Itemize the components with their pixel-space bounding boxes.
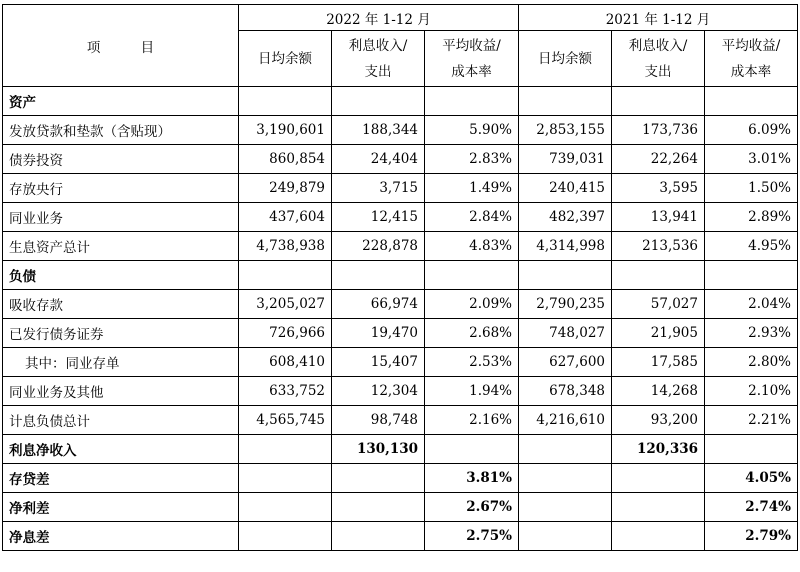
table-cell: 21,905 (612, 319, 705, 348)
row-label: 利息净收入 (3, 435, 239, 464)
table-cell: 3.81% (425, 464, 519, 493)
table-cell: 2.84% (425, 203, 519, 232)
table-cell: 3,715 (332, 174, 425, 203)
table-cell: 13,941 (612, 203, 705, 232)
table-cell (239, 464, 332, 493)
table-cell: 2.75% (425, 522, 519, 551)
table-cell: 2.93% (705, 319, 798, 348)
table-cell: 726,966 (239, 319, 332, 348)
table-cell (332, 493, 425, 522)
table-cell (239, 87, 332, 116)
table-cell: 2.67% (425, 493, 519, 522)
table-cell: 130,130 (332, 435, 425, 464)
col-yield-2022: 平均收益/ 成本率 (425, 31, 519, 87)
table-cell: 173,736 (612, 116, 705, 145)
table-cell: 120,336 (612, 435, 705, 464)
table-row (3, 87, 798, 116)
table-cell (519, 522, 612, 551)
table-cell: 240,415 (519, 174, 612, 203)
row-label: 同业业务及其他 (3, 377, 239, 406)
table-cell: 4,216,610 (519, 406, 612, 435)
table-row (3, 290, 798, 319)
table-row (3, 174, 798, 203)
table-cell: 482,397 (519, 203, 612, 232)
row-label: 已发行债务证券 (3, 319, 239, 348)
row-label: 存贷差 (3, 464, 239, 493)
period-2022-header: 2022 年 1-12 月 (239, 5, 519, 31)
table-cell: 748,027 (519, 319, 612, 348)
table-cell: 2.16% (425, 406, 519, 435)
row-label: 发放贷款和垫款（含贴现） (3, 116, 239, 145)
row-label: 存放央行 (3, 174, 239, 203)
table-cell: 2.79% (705, 522, 798, 551)
table-row (3, 348, 798, 377)
table-cell: 3.01% (705, 145, 798, 174)
table-cell (705, 261, 798, 290)
table-cell: 19,470 (332, 319, 425, 348)
table-cell: 437,604 (239, 203, 332, 232)
table-cell (705, 87, 798, 116)
table-cell: 2.21% (705, 406, 798, 435)
row-label: 净利差 (3, 493, 239, 522)
row-label: 吸收存款 (3, 290, 239, 319)
table-cell: 2.80% (705, 348, 798, 377)
table-cell: 3,190,601 (239, 116, 332, 145)
table-cell (519, 87, 612, 116)
table-cell (705, 435, 798, 464)
row-label: 其中：同业存单 (3, 348, 239, 377)
row-label: 同业业务 (3, 203, 239, 232)
col-interest-2022: 利息收入/ 支出 (332, 31, 425, 87)
table-cell: 98,748 (332, 406, 425, 435)
table-cell: 4,565,745 (239, 406, 332, 435)
table-cell: 93,200 (612, 406, 705, 435)
row-label: 净息差 (3, 522, 239, 551)
table-cell: 12,304 (332, 377, 425, 406)
col-interest-2021: 利息收入/ 支出 (612, 31, 705, 87)
table-cell: 17,585 (612, 348, 705, 377)
table-row (3, 203, 798, 232)
table-cell (239, 493, 332, 522)
table-cell: 1.50% (705, 174, 798, 203)
table-row (3, 319, 798, 348)
table-cell: 2.89% (705, 203, 798, 232)
table-cell (425, 261, 519, 290)
table-cell: 4.95% (705, 232, 798, 261)
table-body (3, 87, 798, 551)
table-cell: 4,314,998 (519, 232, 612, 261)
table-cell: 249,879 (239, 174, 332, 203)
table-row (3, 145, 798, 174)
table-cell: 3,595 (612, 174, 705, 203)
table-cell: 2.10% (705, 377, 798, 406)
table-cell: 2.53% (425, 348, 519, 377)
table-cell: 860,854 (239, 145, 332, 174)
table-cell (332, 87, 425, 116)
table-cell (612, 261, 705, 290)
table-cell: 2,790,235 (519, 290, 612, 319)
table-cell (612, 522, 705, 551)
table-cell: 4.83% (425, 232, 519, 261)
table-cell: 1.49% (425, 174, 519, 203)
table-cell: 5.90% (425, 116, 519, 145)
table-cell (612, 87, 705, 116)
table-cell: 6.09% (705, 116, 798, 145)
table-cell: 2.68% (425, 319, 519, 348)
table-cell: 14,268 (612, 377, 705, 406)
table-cell: 57,027 (612, 290, 705, 319)
table-cell (519, 493, 612, 522)
table-cell: 2.74% (705, 493, 798, 522)
table-cell: 2.83% (425, 145, 519, 174)
table-cell: 24,404 (332, 145, 425, 174)
table-cell: 2.04% (705, 290, 798, 319)
table-cell: 66,974 (332, 290, 425, 319)
table-cell (239, 261, 332, 290)
table-cell: 12,415 (332, 203, 425, 232)
table-cell (332, 261, 425, 290)
table-row (3, 522, 798, 551)
item-header: 项 目 (3, 5, 239, 87)
table-row (3, 464, 798, 493)
table-cell: 1.94% (425, 377, 519, 406)
period-2021-header: 2021 年 1-12 月 (519, 5, 798, 31)
table-cell (239, 435, 332, 464)
table-cell: 15,407 (332, 348, 425, 377)
row-label: 债券投资 (3, 145, 239, 174)
table-cell: 2,853,155 (519, 116, 612, 145)
table-row (3, 493, 798, 522)
table-cell: 633,752 (239, 377, 332, 406)
table-cell (425, 435, 519, 464)
table-cell (519, 261, 612, 290)
col-yield-2021: 平均收益/ 成本率 (705, 31, 798, 87)
table-cell: 4,738,938 (239, 232, 332, 261)
table-cell: 739,031 (519, 145, 612, 174)
table-row (3, 435, 798, 464)
table-cell (519, 435, 612, 464)
table-cell: 627,600 (519, 348, 612, 377)
table-cell (425, 87, 519, 116)
table-row (3, 232, 798, 261)
table-row (3, 261, 798, 290)
row-label: 计息负债总计 (3, 406, 239, 435)
section-label: 资产 (3, 87, 239, 116)
table-cell: 213,536 (612, 232, 705, 261)
table-row (3, 406, 798, 435)
col-avg-balance-2022: 日均余额 (239, 31, 332, 87)
table-cell: 228,878 (332, 232, 425, 261)
table-cell (332, 522, 425, 551)
table-cell: 3,205,027 (239, 290, 332, 319)
table-cell: 678,348 (519, 377, 612, 406)
col-avg-balance-2021: 日均余额 (519, 31, 612, 87)
table-row (3, 116, 798, 145)
row-label: 生息资产总计 (3, 232, 239, 261)
section-label: 负债 (3, 261, 239, 290)
table-cell: 22,264 (612, 145, 705, 174)
table-cell (612, 464, 705, 493)
table-cell: 188,344 (332, 116, 425, 145)
table-cell: 608,410 (239, 348, 332, 377)
table-cell (519, 464, 612, 493)
table-cell (239, 522, 332, 551)
table-cell: 4.05% (705, 464, 798, 493)
table-row (3, 377, 798, 406)
interest-yield-table (2, 4, 798, 551)
table-cell (612, 493, 705, 522)
table-cell: 2.09% (425, 290, 519, 319)
table-cell (332, 464, 425, 493)
